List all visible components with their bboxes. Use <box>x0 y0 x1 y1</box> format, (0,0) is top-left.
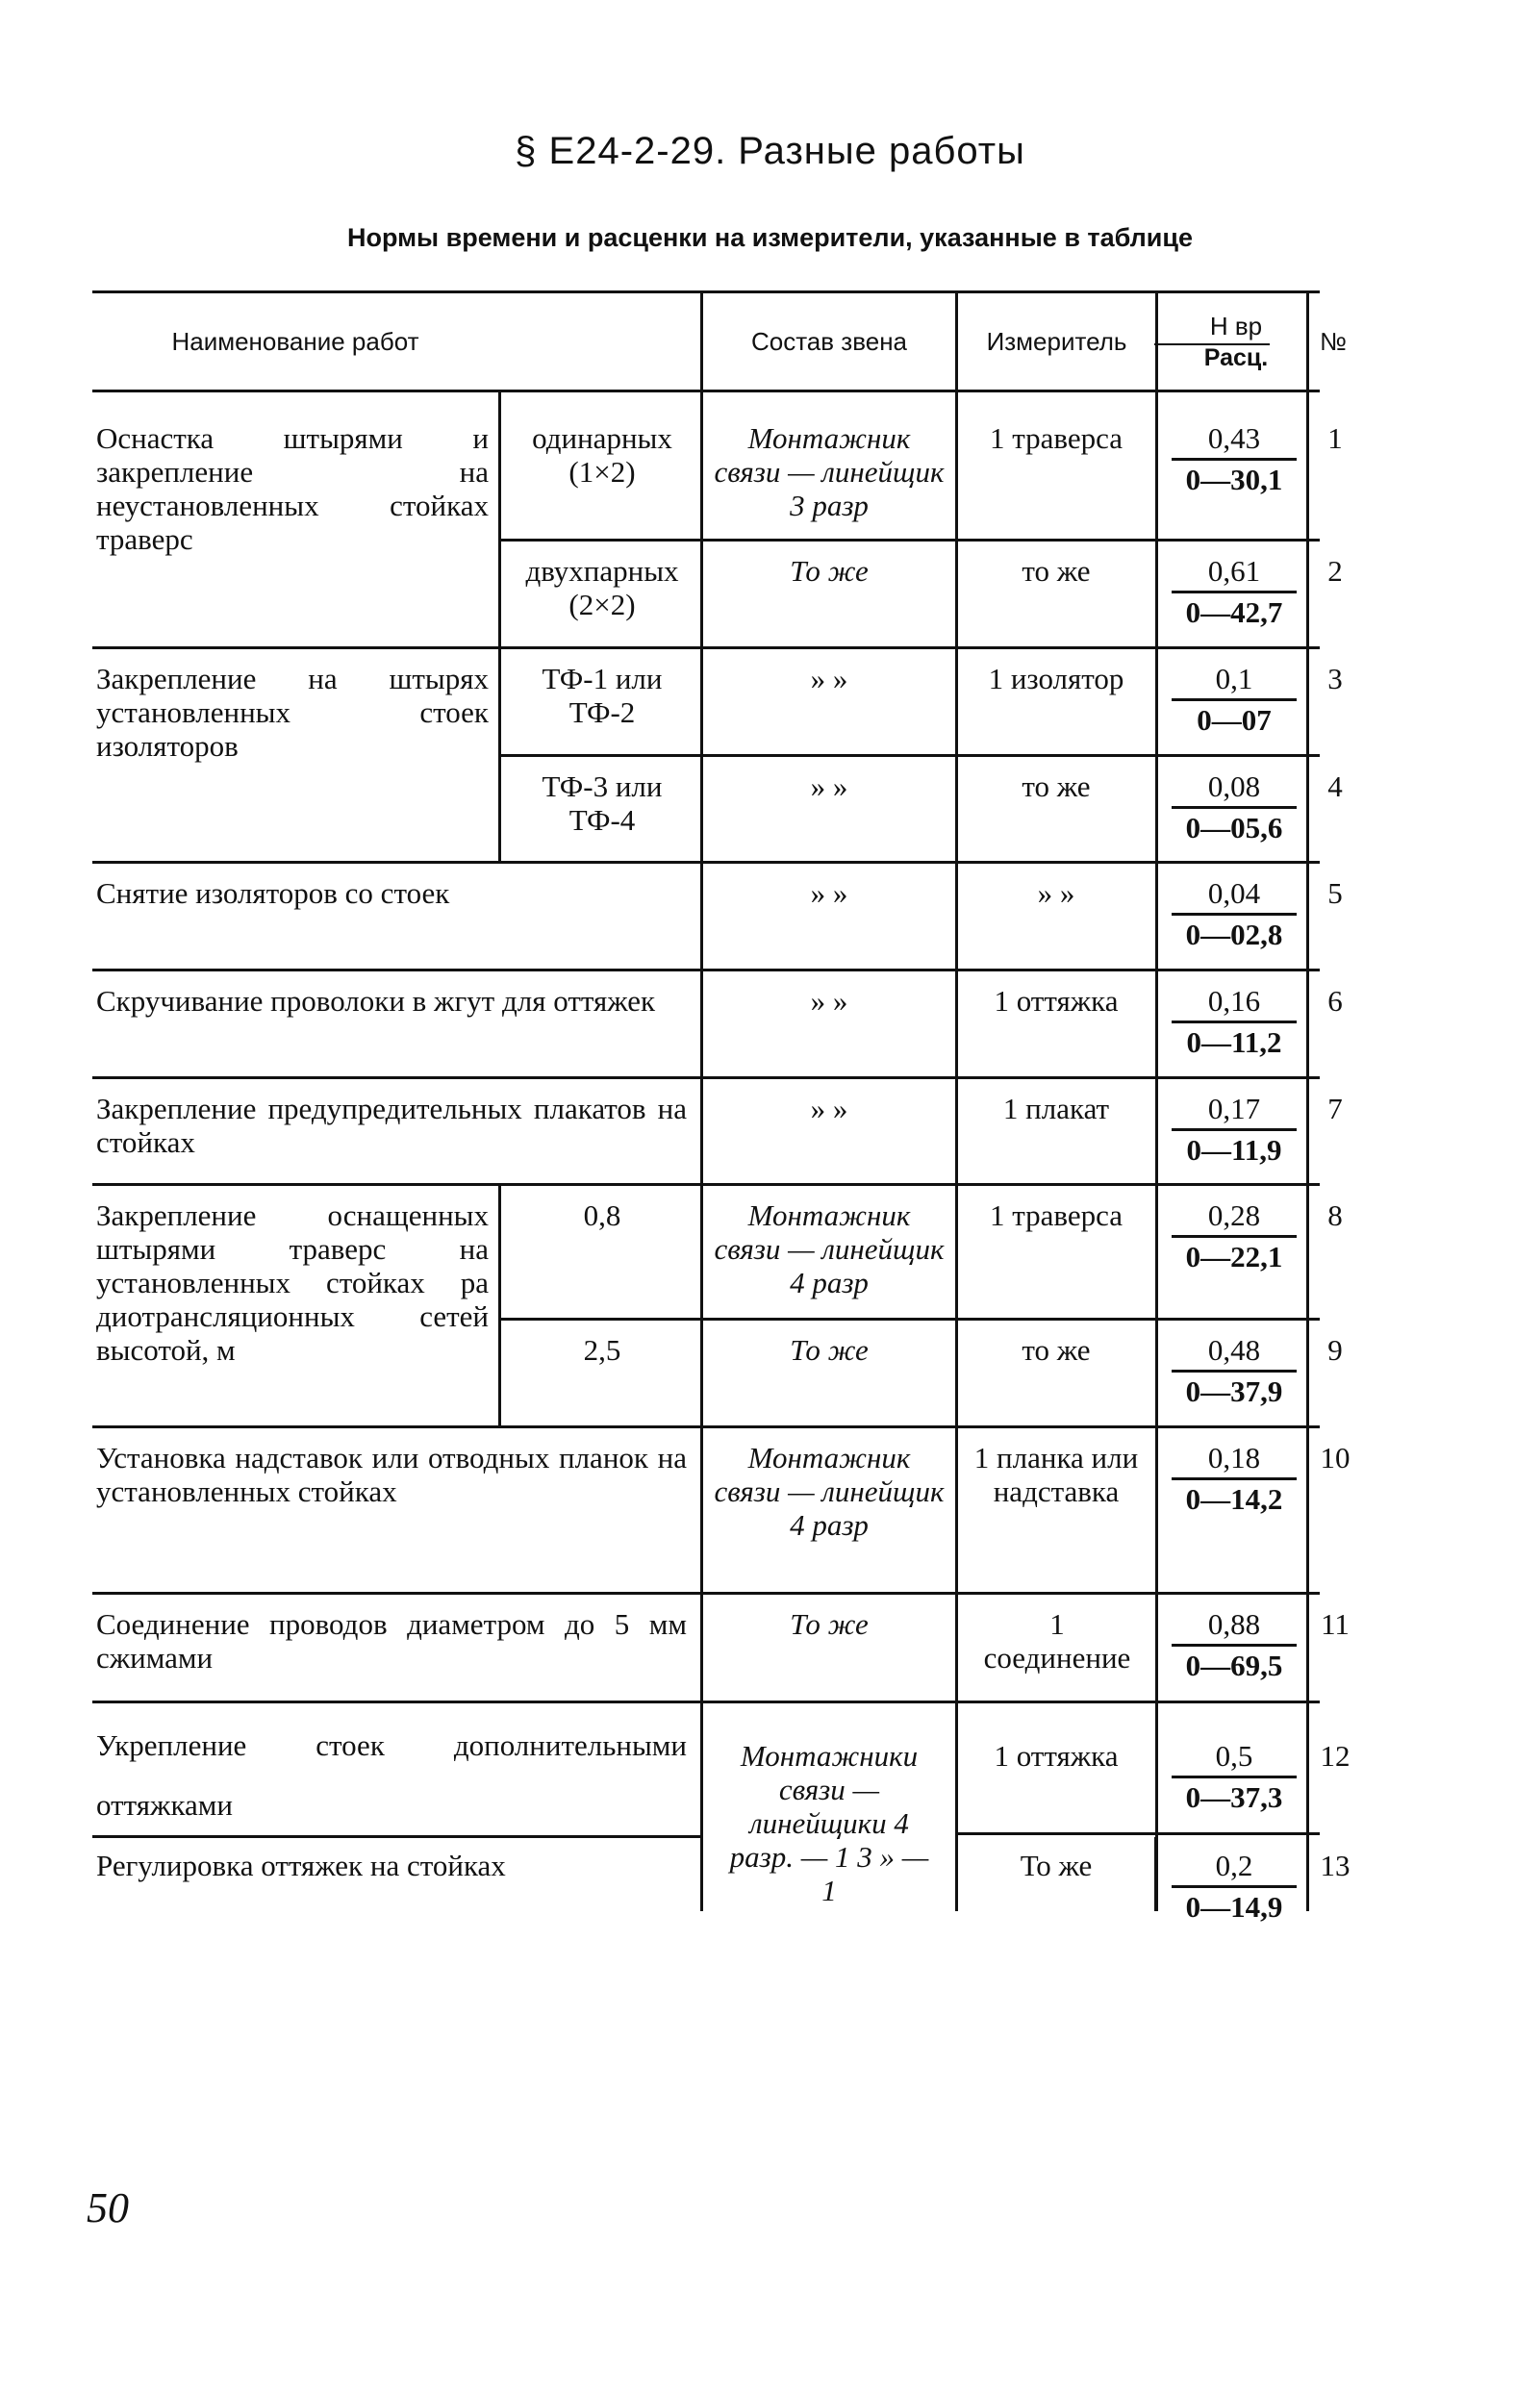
work-variant: ТФ-1 или ТФ-2 <box>542 662 663 729</box>
column-rule <box>1306 290 1309 1911</box>
fraction-bar <box>1172 806 1297 809</box>
measure-unit: то же <box>1022 769 1091 803</box>
column-rule <box>955 290 958 1911</box>
work-name: Снятие изоляторов со стоек <box>96 876 450 910</box>
price-rate: 0—69,5 <box>1185 1649 1283 1682</box>
column-rule <box>700 290 703 1911</box>
time-norm: 0,16 <box>1207 984 1261 1018</box>
rate-cell <box>1164 876 1304 963</box>
fraction-bar <box>1172 1776 1297 1778</box>
work-name: Скручивание проволоки в жгут для оттяжек <box>96 984 656 1018</box>
work-variant: двухпарных (2×2) <box>525 554 679 621</box>
row-rule <box>955 1832 1320 1835</box>
row-rule <box>92 1076 1320 1079</box>
rate-cell <box>1164 1198 1304 1285</box>
time-norm: 0,04 <box>1207 876 1261 910</box>
time-norm: 0,08 <box>1207 769 1261 803</box>
table-top-rule <box>92 290 1320 293</box>
fraction-bar <box>1172 1021 1297 1023</box>
work-variant: 0,8 <box>583 1198 621 1232</box>
rate-cell <box>1164 1441 1304 1527</box>
row-number: 5 <box>1327 876 1343 910</box>
header-rate-bottom: Расц. <box>1203 344 1269 371</box>
column-rule <box>498 1183 501 1425</box>
time-norm: 0,18 <box>1207 1441 1261 1474</box>
measure-unit: то же <box>1022 1333 1091 1367</box>
rate-cell <box>1164 1849 1304 1935</box>
measure-unit: 1 траверса <box>989 421 1123 455</box>
work-name: Регулировка оттяжек на стойках <box>96 1849 506 1882</box>
time-norm: 0,17 <box>1207 1092 1261 1125</box>
row-number: 6 <box>1327 984 1343 1018</box>
measure-unit: 1 плакат <box>1002 1092 1110 1125</box>
price-rate: 0—07 <box>1197 703 1272 737</box>
row-number: 7 <box>1327 1092 1343 1125</box>
row-rule <box>92 1701 1320 1703</box>
rate-cell <box>1164 984 1304 1071</box>
time-norm: 0,5 <box>1215 1739 1253 1773</box>
work-variant: ТФ-3 или ТФ-4 <box>542 769 663 837</box>
column-rule <box>498 390 501 861</box>
row-number: 11 <box>1321 1607 1350 1641</box>
crew-composition: Монтажник связи — линейщик 3 разр <box>714 421 945 522</box>
measure-unit: То же <box>1020 1849 1093 1882</box>
table-subtitle: Нормы времени и расценки на измерители, указанные в таблице <box>346 223 1194 252</box>
work-name: Установка надставок или отводных планок на установленных стойках <box>96 1441 687 1508</box>
time-norm: 0,1 <box>1215 662 1253 695</box>
work-variant: 2,5 <box>583 1333 621 1367</box>
header-crew: Состав звена <box>750 327 908 356</box>
crew-composition: » » <box>810 876 848 910</box>
row-rule <box>498 754 1320 757</box>
fraction-bar <box>1172 913 1297 916</box>
measure-unit: 1 оттяжка <box>994 1739 1119 1773</box>
crew-composition: » » <box>810 662 848 695</box>
header-num: № <box>1320 327 1347 356</box>
price-rate: 0—37,9 <box>1185 1374 1283 1408</box>
work-name: Закрепление предупредительных плакатов на стойках <box>96 1092 687 1159</box>
crew-composition: То же <box>790 1333 869 1367</box>
work-name: Закрепление оснащенных штырями траверс на установленных стойках ра диотрансляционных сетей высотой, м <box>96 1198 489 1367</box>
fraction-bar <box>1172 591 1297 593</box>
measure-unit: » » <box>1037 876 1075 910</box>
fraction-bar <box>1172 1128 1297 1131</box>
row-rule <box>92 646 1320 649</box>
fraction-bar <box>1172 458 1297 461</box>
header-unit: Измеритель <box>986 327 1127 356</box>
price-rate: 0—11,2 <box>1186 1025 1282 1059</box>
rate-cell <box>1164 421 1304 508</box>
row-rule <box>92 1835 702 1838</box>
crew-composition: » » <box>810 769 848 803</box>
time-norm: 0,61 <box>1207 554 1261 588</box>
rate-cell <box>1164 1607 1304 1694</box>
work-name: Укрепление стоек дополнительными оттяжками <box>96 1728 687 1822</box>
row-number: 1 <box>1327 421 1343 455</box>
row-number: 9 <box>1327 1333 1343 1367</box>
price-rate: 0—02,8 <box>1185 918 1283 951</box>
time-norm: 0,28 <box>1207 1198 1261 1232</box>
row-rule <box>92 969 1320 971</box>
fraction-bar <box>1172 1644 1297 1647</box>
crew-composition: » » <box>810 984 848 1018</box>
price-rate: 0—05,6 <box>1185 811 1283 844</box>
price-rate: 0—30,1 <box>1185 463 1283 496</box>
crew-composition: То же <box>790 554 869 588</box>
fraction-bar <box>1172 1885 1297 1888</box>
header-rate-top: Н вр <box>1209 312 1263 340</box>
row-number: 12 <box>1320 1739 1351 1773</box>
row-number: 8 <box>1327 1198 1343 1232</box>
time-norm: 0,48 <box>1207 1333 1261 1367</box>
work-name: Оснастка штырями и закрепление на неустановленных стойках траверс <box>96 421 489 556</box>
price-rate: 0—14,9 <box>1185 1890 1283 1924</box>
row-rule <box>92 1425 1320 1428</box>
rate-cell <box>1164 1333 1304 1420</box>
fraction-bar <box>1172 1235 1297 1238</box>
price-rate: 0—42,7 <box>1185 595 1283 629</box>
work-name: Соединение проводов диаметром до 5 мм сжимами <box>96 1607 687 1675</box>
row-rule <box>92 861 1320 864</box>
row-number: 3 <box>1327 662 1343 695</box>
price-rate: 0—14,2 <box>1185 1482 1283 1516</box>
price-rate: 0—22,1 <box>1185 1240 1283 1273</box>
measure-unit: 1 планка или надставка <box>973 1441 1139 1508</box>
rate-cell <box>1164 769 1304 856</box>
measure-unit: то же <box>1022 554 1091 588</box>
row-rule <box>498 1318 1320 1321</box>
row-number: 2 <box>1327 554 1343 588</box>
rate-cell <box>1164 1739 1304 1826</box>
rate-cell <box>1164 554 1304 641</box>
column-rule-short <box>1154 1837 1157 1911</box>
row-rule <box>498 539 1320 542</box>
fraction-bar <box>1172 1370 1297 1373</box>
section-title: § Е24-2-29. Разные работы <box>515 130 1025 172</box>
rate-cell <box>1164 662 1304 748</box>
crew-composition: » » <box>810 1092 848 1125</box>
page-number: 50 <box>87 2184 129 2231</box>
rate-cell <box>1164 1092 1304 1178</box>
measure-unit: 1 изолятор <box>988 662 1124 695</box>
work-variant: одинарных (1×2) <box>532 421 672 489</box>
crew-composition: Монтажники связи — линейщики 4 разр. — 1 3 » — 1 <box>729 1739 929 1907</box>
row-rule <box>92 1592 1320 1595</box>
row-number: 4 <box>1327 769 1343 803</box>
fraction-bar <box>1172 698 1297 701</box>
measure-unit: 1 соединение <box>983 1607 1131 1675</box>
work-name: Закрепление на штырях установленных стоек изоляторов <box>96 662 489 763</box>
row-number: 10 <box>1320 1441 1351 1474</box>
row-number: 13 <box>1320 1849 1351 1882</box>
crew-composition: То же <box>790 1607 869 1641</box>
measure-unit: 1 траверса <box>989 1198 1123 1232</box>
time-norm: 0,2 <box>1215 1849 1253 1882</box>
crew-composition: Монтажник связи — линейщик 4 разр <box>714 1198 945 1299</box>
time-norm: 0,43 <box>1207 421 1261 455</box>
time-norm: 0,88 <box>1207 1607 1261 1641</box>
price-rate: 0—37,3 <box>1185 1780 1283 1814</box>
column-rule <box>1155 290 1158 1911</box>
fraction-bar <box>1172 1477 1297 1480</box>
row-rule <box>92 1183 1320 1186</box>
measure-unit: 1 оттяжка <box>994 984 1119 1018</box>
price-rate: 0—11,9 <box>1186 1133 1282 1167</box>
crew-composition: Монтажник связи — линейщик 4 разр <box>714 1441 945 1542</box>
header-rule <box>92 390 1320 392</box>
header-name: Наименование работ <box>171 327 419 356</box>
